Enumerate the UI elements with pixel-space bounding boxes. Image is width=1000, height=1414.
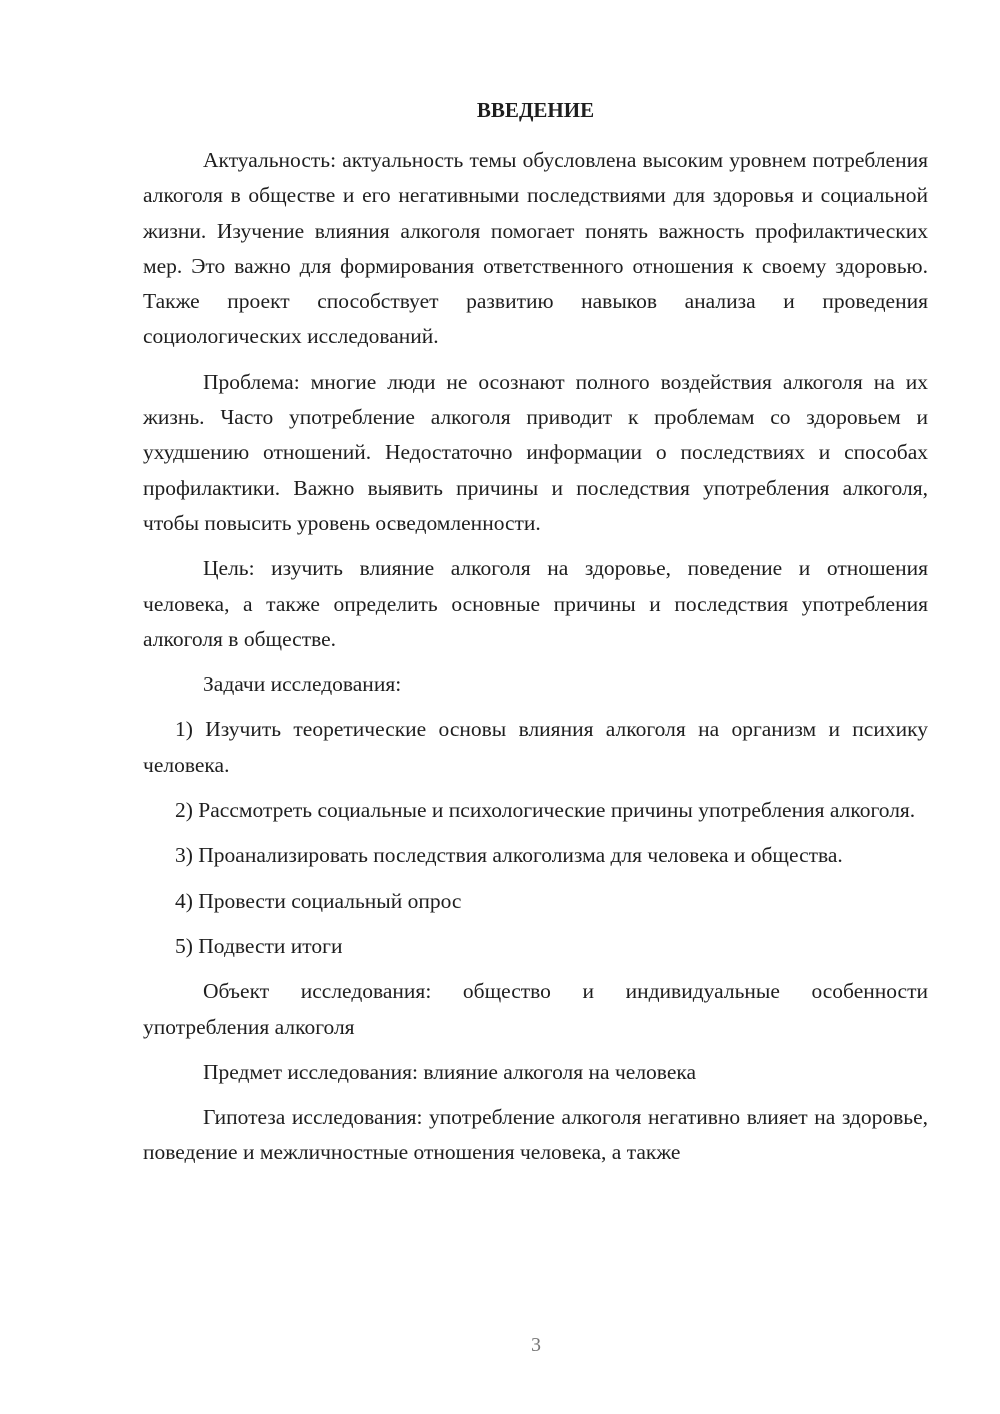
document-page <box>143 94 928 1181</box>
paragraph-hypothesis: Гипотеза исследования: употребление алкоголя негативно влияет на здоровье, поведение и межличностные отношения человека, а также <box>143 1105 928 1165</box>
paragraph-problem: Проблема: многие люди не осознают полного воздействия алкоголя на их жизнь. Часто употребление алкоголя приводит к проблемам со здоровьем и ухудшению отношений. Недостаточно информации о последствиях и способах профилактики. Важно выявить причины и последствия употребления алкоголя, чтобы повысить уровень осведомленности. <box>143 369 928 535</box>
paragraph-tasks-heading: Задачи исследования: <box>203 672 402 697</box>
page-number: 3 <box>531 1334 541 1356</box>
page-title: ВВЕДЕНИЕ <box>476 98 595 122</box>
task-item-5: 5) Подвести итоги <box>175 933 343 958</box>
paragraph-object: Объект исследования: общество и индивидуальные особенности употребления алкоголя <box>143 979 928 1039</box>
task-item-1: 1) Изучить теоретические основы влияния алкоголя на организм и психику человека. <box>143 717 928 777</box>
paragraph-relevance: Актуальность: актуальность темы обусловлена высоким уровнем потребления алкоголя в обществе и его негативными последствиями для здоровья и социальной жизни. Изучение влияния алкоголя помогает понять важность профилактических мер. Это важно для формирования ответственного отношения к своему здоровью. Также проект способствует развитию навыков анализа и проведения социологических исследований. <box>143 148 928 349</box>
paragraph-goal: Цель: изучить влияние алкоголя на здоровье, поведение и отношения человека, а также определить основные причины и последствия употребления алкоголя в обществе. <box>143 556 928 651</box>
task-item-3: 3) Проанализировать последствия алкоголизма для человека и общества. <box>175 843 843 868</box>
task-item-4: 4) Провести социальный опрос <box>175 888 462 913</box>
task-item-2: 2) Рассмотреть социальные и психологические причины употребления алкоголя. <box>175 798 916 823</box>
paragraph-subject: Предмет исследования: влияние алкоголя на человека <box>203 1059 697 1084</box>
